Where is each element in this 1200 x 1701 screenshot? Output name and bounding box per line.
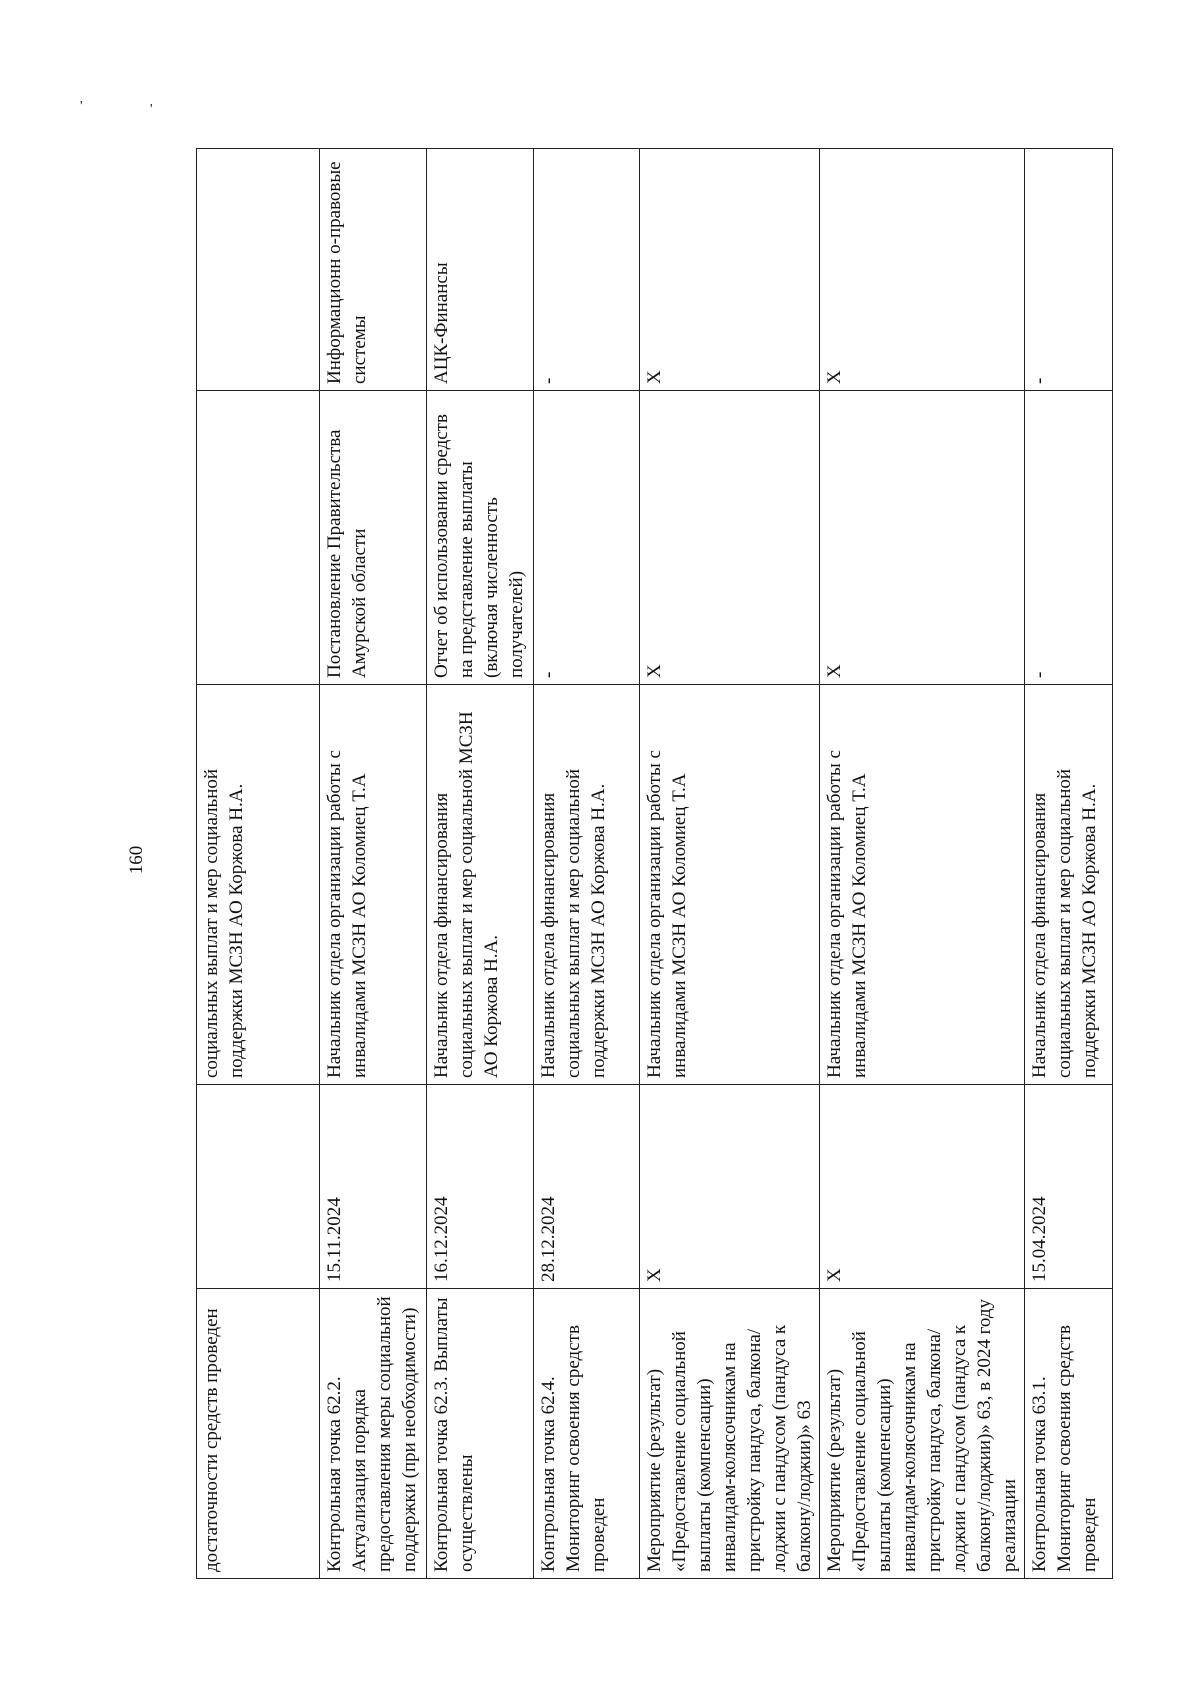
cell-result: Мероприятие (результат) «Предоставление социальной выплаты (компенсации) инвалидам-колясочникам на пристройку пандуса, балкона/лоджии с пандусом (пандуса к балкону/лоджии)» 63 — [640, 1289, 820, 1579]
table-row — [320, 149, 427, 1579]
cell-result: Контрольная точка 62.3. Выплаты осуществлены — [427, 1289, 534, 1579]
rotated-table-container — [196, 149, 1100, 1579]
cell-date: 28.12.2024 — [534, 1085, 640, 1289]
cell-result: Контрольная точка 63.1. Мониторинг освоения средств проведен — [1025, 1289, 1113, 1579]
table-row — [640, 149, 820, 1579]
cell-result: достаточности средств проведен — [197, 1289, 320, 1579]
cell-result: Мероприятие (результат) «Предоставление социальной выплаты (компенсации) инвалидам-колясочникам на пристройку пандуса, балкона/лоджии с пандусом (пандуса к балкону/лоджии)» 63, в 2024 году реализации — [820, 1289, 1025, 1579]
cell-responsible: социальных выплат и мер социальной поддержки МСЗН АО Коржова Н.А. — [197, 685, 320, 1085]
schedule-table — [196, 148, 1113, 1579]
page-number: 160 — [126, 845, 147, 875]
table-row — [197, 149, 320, 1579]
cell-responsible: Начальник отдела финансирования социальных выплат и мер социальной МСЗН АО Коржова Н.А. — [427, 685, 534, 1085]
table-row — [820, 149, 1025, 1579]
cell-responsible: Начальник отдела организации работы с инвалидами МСЗН АО Коломиец Т.А — [820, 685, 1025, 1085]
table-row — [427, 149, 534, 1579]
cell-date: 15.11.2024 — [320, 1085, 427, 1289]
scan-speck: ' — [150, 102, 153, 117]
cell-date: Х — [640, 1085, 820, 1289]
cell-document: Отчет об использовании средств на представление выплаты (включая численность получателей) — [427, 391, 534, 685]
scan-speck: ' — [80, 99, 83, 114]
cell-date: 16.12.2024 — [427, 1085, 534, 1289]
cell-responsible: Начальник отдела организации работы с инвалидами МСЗН АО Коломиец Т.А — [320, 685, 427, 1085]
cell-responsible: Начальник отдела организации работы с инвалидами МСЗН АО Коломиец Т.А — [640, 685, 820, 1085]
cell-document: - — [1025, 391, 1113, 685]
cell-system: Х — [640, 149, 820, 391]
cell-date — [197, 1085, 320, 1289]
cell-system: Информационн о-правовые системы — [320, 149, 427, 391]
table-row — [1025, 149, 1113, 1579]
cell-system: АЦК-Финансы — [427, 149, 534, 391]
cell-result: Контрольная точка 62.2. Актуализация порядка предоставления меры социальной поддержки (при необходимости) — [320, 1289, 427, 1579]
cell-document — [197, 391, 320, 685]
cell-system — [197, 149, 320, 391]
cell-document: - — [534, 391, 640, 685]
cell-result: Контрольная точка 62.4. Мониторинг освоения средств проведен — [534, 1289, 640, 1579]
cell-responsible: Начальник отдела финансирования социальных выплат и мер социальной поддержки МСЗН АО Коржова Н.А. — [534, 685, 640, 1085]
cell-document: Х — [640, 391, 820, 685]
cell-system: - — [534, 149, 640, 391]
cell-document: Постановление Правительства Амурской области — [320, 391, 427, 685]
cell-date: Х — [820, 1085, 1025, 1289]
table-row — [534, 149, 640, 1579]
cell-system: - — [1025, 149, 1113, 391]
cell-system: Х — [820, 149, 1025, 391]
cell-date: 15.04.2024 — [1025, 1085, 1113, 1289]
cell-responsible: Начальник отдела финансирования социальных выплат и мер социальной поддержки МСЗН АО Коржова Н.А. — [1025, 685, 1113, 1085]
cell-document: Х — [820, 391, 1025, 685]
